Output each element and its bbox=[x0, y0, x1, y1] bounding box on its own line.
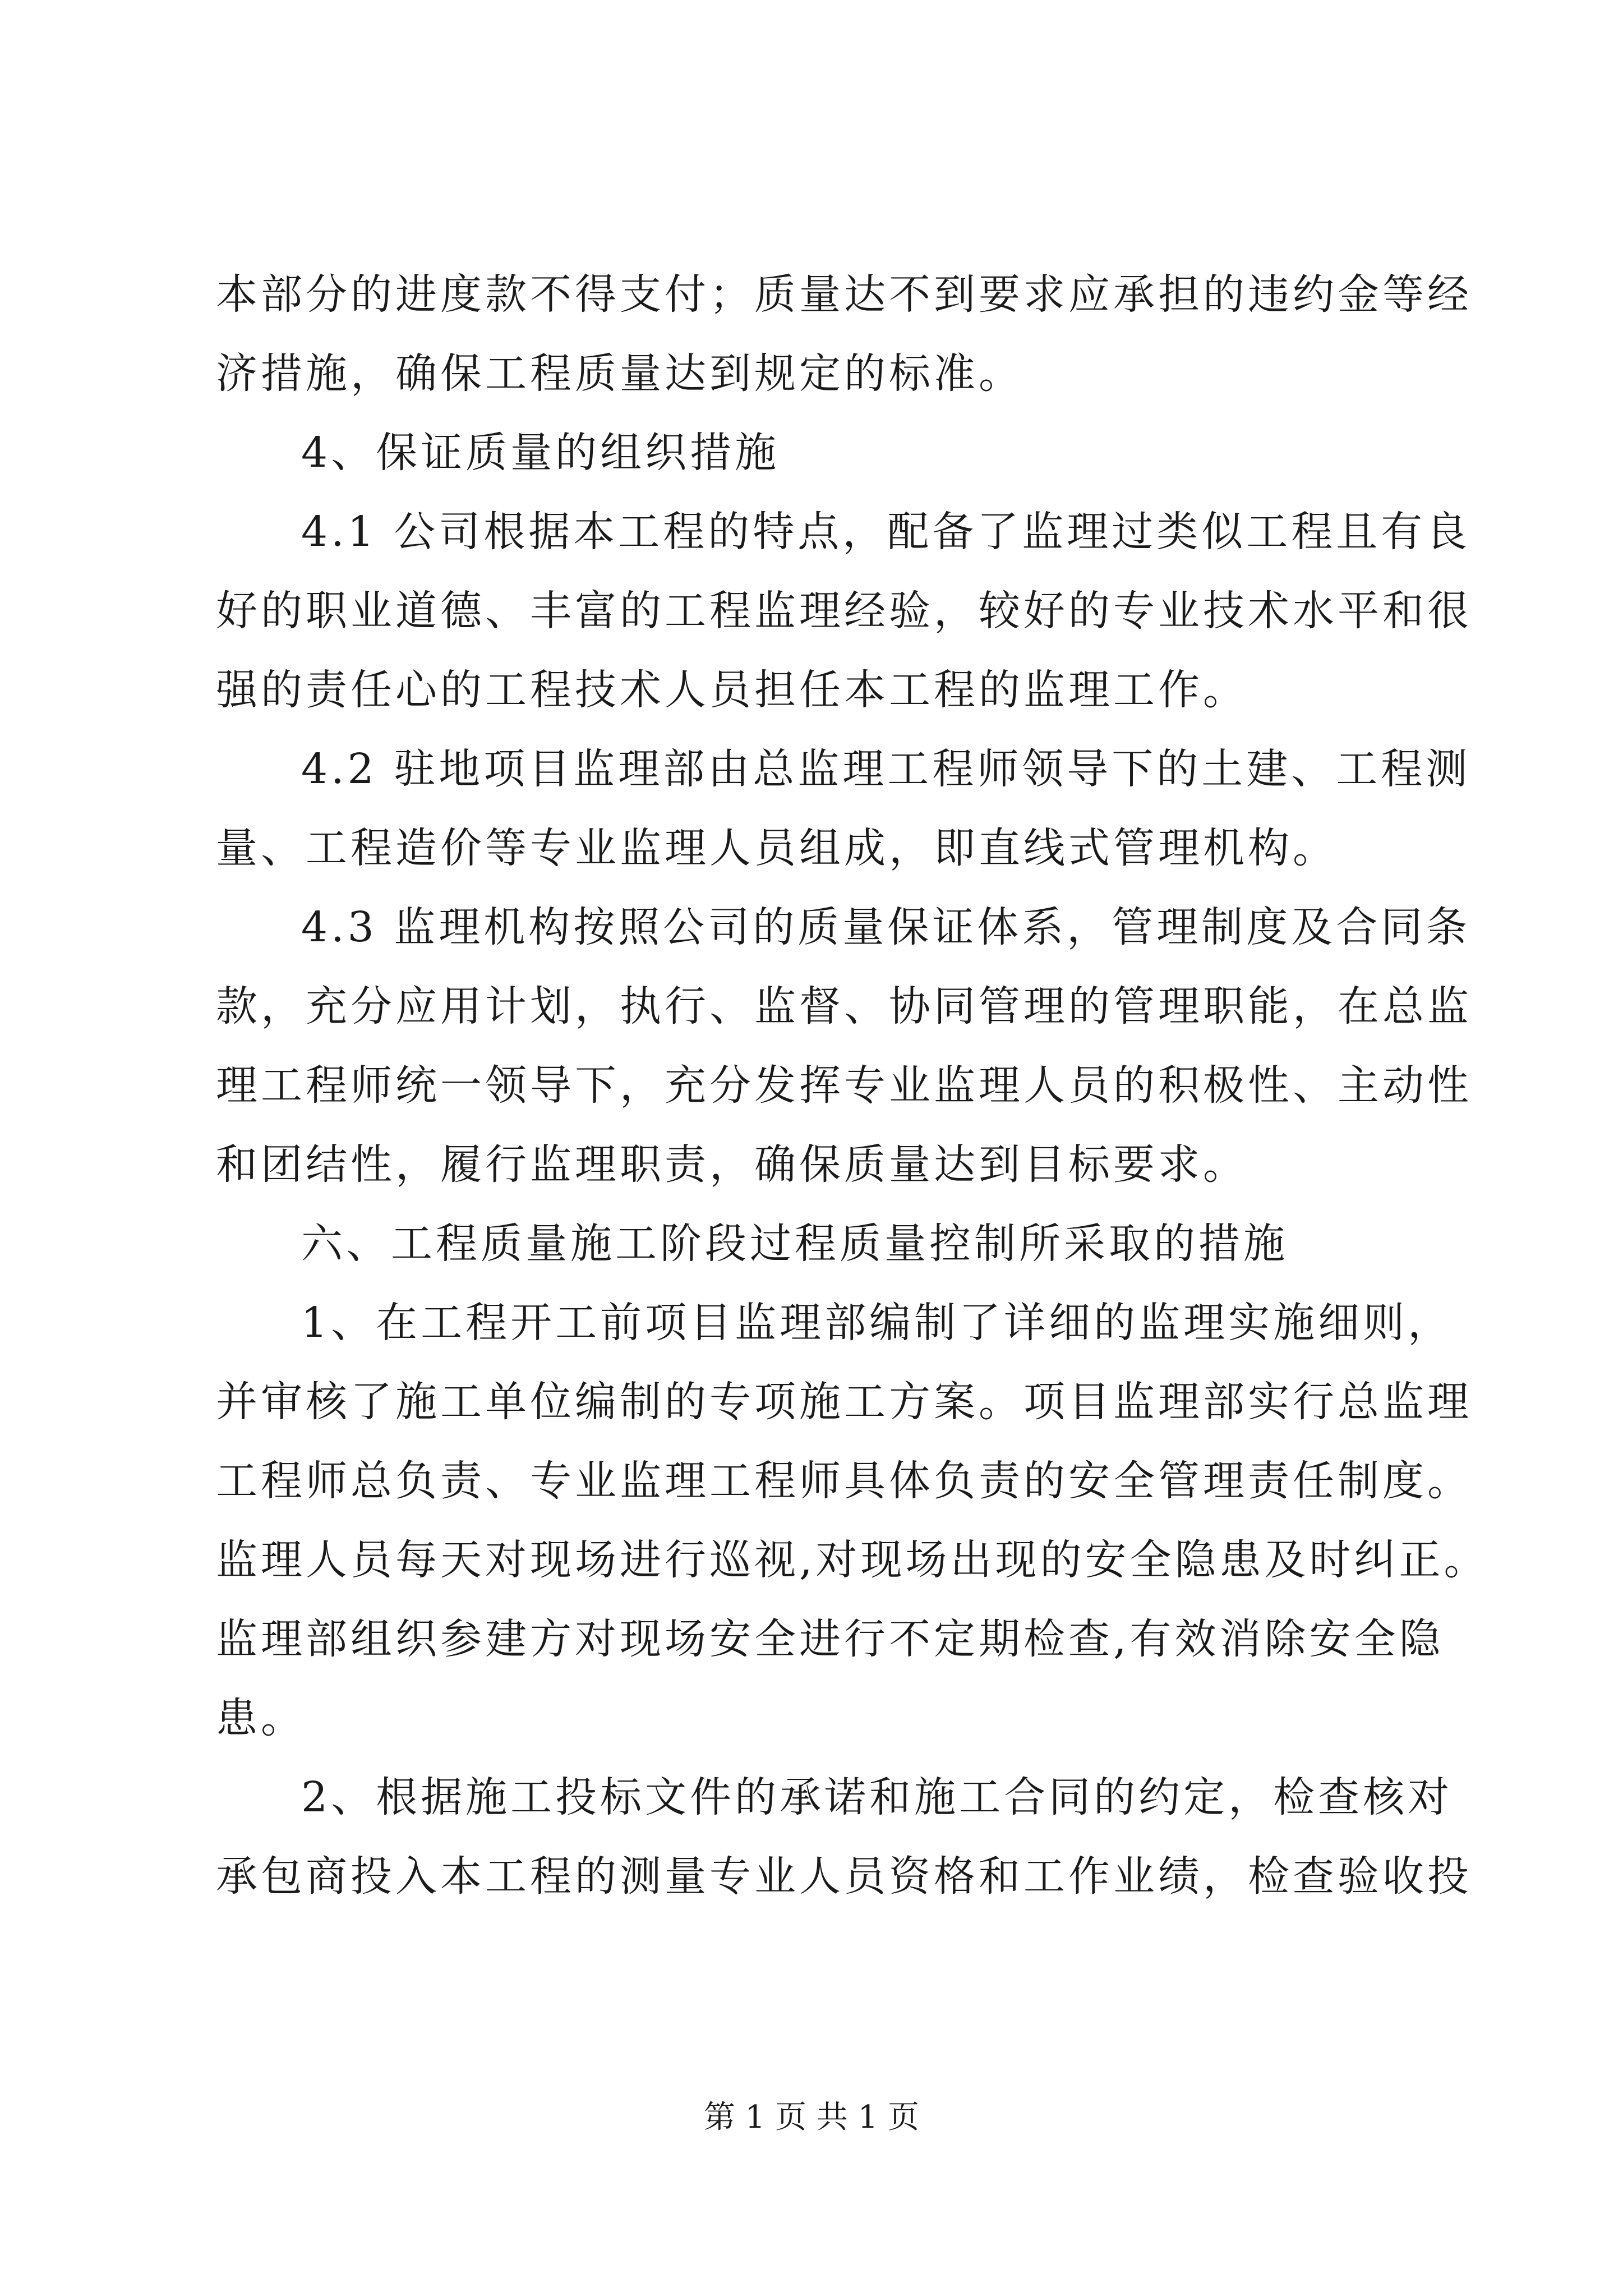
text-line-2: 济措施，确保工程质量达到规定的标准。 bbox=[216, 349, 1023, 398]
text-line-4-2: 4.2 驻地项目监理部由总监理工程师领导下的土建、工程测 bbox=[301, 745, 1471, 793]
text-line-1: 本部分的进度款不得支付；质量达不到要求应承担的违约金等经 bbox=[216, 270, 1472, 319]
text-line-4-3: 4.3 监理机构按照公司的质量保证体系，管理制度及合同条 bbox=[301, 903, 1471, 951]
document-body bbox=[216, 255, 1489, 1916]
text-line-21: 承包商投入本工程的测量专业人员资格和工作业绩，检查验收投 bbox=[216, 1852, 1472, 1901]
text-line-8: 量、工程造价等专业监理人员组成，即直线式管理机构。 bbox=[216, 824, 1338, 872]
page-footer: 第 1 页 共 1 页 bbox=[703, 2099, 920, 2136]
text-line-10: 款，充分应用计划，执行、监督、协同管理的管理职能，在总监 bbox=[216, 982, 1472, 1030]
text-line-17: 监理人员每天对现场进行巡视,对现场出现的安全隐患及时纠正。 bbox=[216, 1536, 1489, 1584]
section-heading-4: 4、保证质量的组织措施 bbox=[301, 429, 780, 477]
text-line-6: 强的责任心的工程技术人员担任本工程的监理工作。 bbox=[216, 666, 1248, 714]
text-line-item-2: 2、根据施工投标文件的承诺和施工合同的约定，检查核对 bbox=[301, 1773, 1453, 1821]
text-line-19: 患。 bbox=[216, 1694, 306, 1742]
text-line-18: 监理部组织参建方对现场安全进行不定期检查,有效消除安全隐 bbox=[216, 1615, 1444, 1663]
text-line-11: 理工程师统一领导下，充分发挥专业监理人员的积极性、主动性 bbox=[216, 1061, 1472, 1110]
text-line-12: 和团结性，履行监理职责，确保质量达到目标要求。 bbox=[216, 1140, 1248, 1189]
section-heading-six: 六、工程质量施工阶段过程质量控制所采取的措施 bbox=[301, 1220, 1288, 1268]
text-line-4-1: 4.1 公司根据本工程的特点，配备了监理过类似工程且有良 bbox=[301, 508, 1471, 556]
text-line-16: 工程师总负责、专业监理工程师具体负责的安全管理责任制度。 bbox=[216, 1457, 1472, 1505]
text-line-15: 并审核了施工单位编制的专项施工方案。项目监理部实行总监理 bbox=[216, 1378, 1472, 1426]
text-line-5: 好的职业道德、丰富的工程监理经验，较好的专业技术水平和很 bbox=[216, 587, 1472, 635]
text-line-item-1: 1、在工程开工前项目监理部编制了详细的监理实施细则， bbox=[301, 1299, 1453, 1347]
